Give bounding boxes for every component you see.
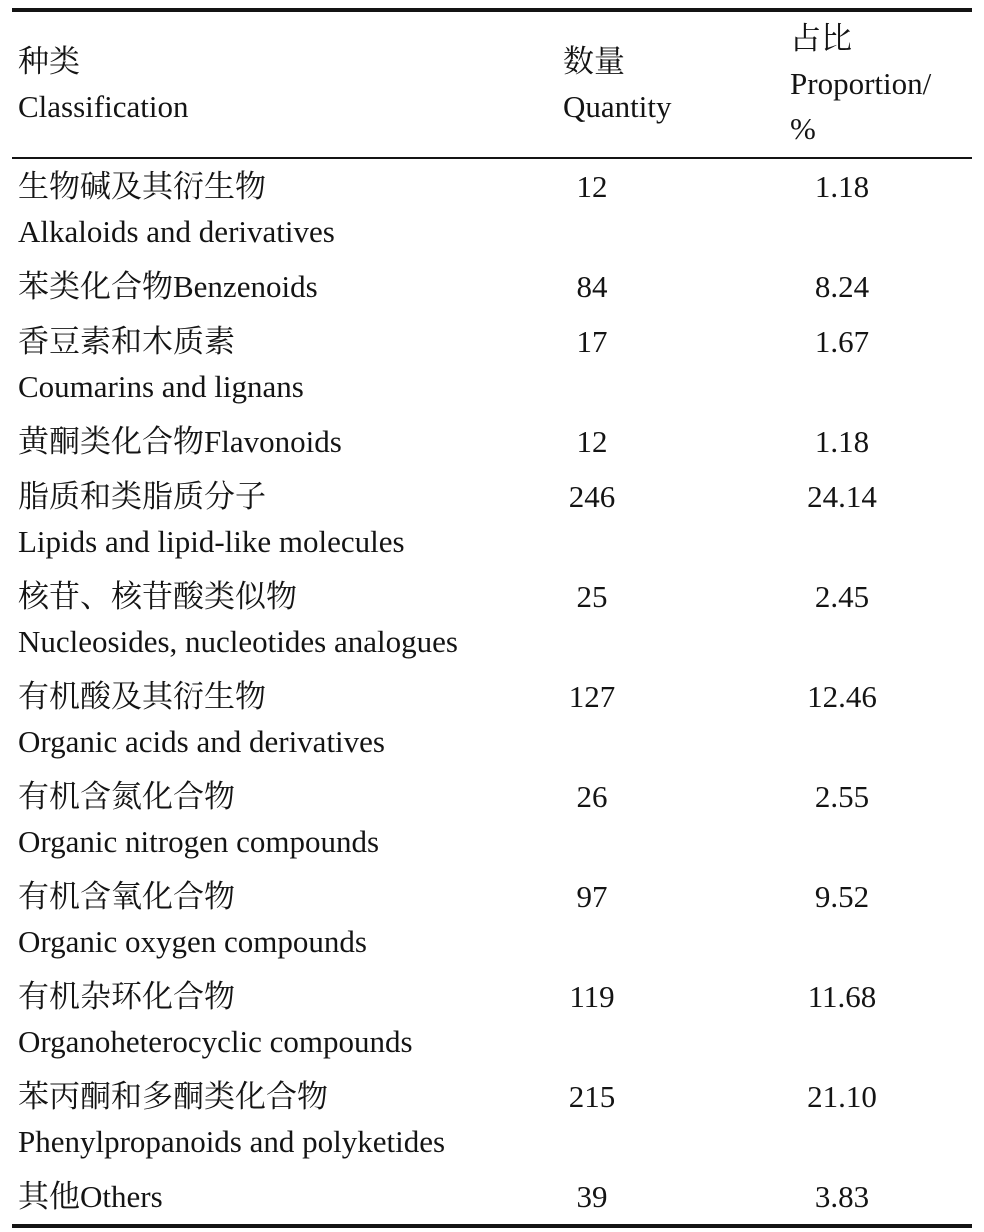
col-header-proportion-en: Proportion/	[790, 66, 932, 101]
row-proportion: 1.18	[814, 169, 870, 204]
row-name-line1: 生物碱及其衍生物	[18, 169, 266, 204]
row-name-line1: 有机杂环化合物	[18, 979, 235, 1014]
table-row	[12, 259, 972, 314]
row-proportion: 12.46	[807, 679, 877, 714]
table-row	[12, 569, 972, 669]
row-classification	[12, 569, 472, 669]
row-quantity: 12	[576, 424, 608, 459]
row-name-line2: Alkaloids and derivatives	[18, 214, 335, 249]
row-name-line1: 核苷、核苷酸类似物	[18, 579, 297, 614]
row-classification	[12, 769, 472, 869]
col-header-proportion-unit: %	[790, 111, 816, 146]
row-classification	[12, 259, 472, 314]
row-name-line1: 有机含氮化合物	[18, 779, 235, 814]
row-classification	[12, 469, 472, 569]
row-quantity: 97	[576, 879, 608, 914]
table-row	[12, 158, 972, 259]
row-quantity: 215	[568, 1079, 616, 1114]
row-name-line2: Phenylpropanoids and polyketides	[18, 1124, 446, 1159]
row-name-line1: 有机酸及其衍生物	[18, 679, 266, 714]
table-row	[12, 669, 972, 769]
table-row	[12, 1069, 972, 1169]
row-classification	[12, 969, 472, 1069]
row-proportion: 2.55	[814, 779, 870, 814]
row-quantity: 26	[576, 779, 608, 814]
row-name-line1: 有机含氧化合物	[18, 879, 235, 914]
row-name-line2: Nucleosides, nucleotides analogues	[18, 624, 458, 659]
row-name-line1: 脂质和类脂质分子	[18, 479, 266, 514]
row-name-line1: 黄酮类化合物Flavonoids	[18, 424, 342, 459]
row-quantity: 127	[568, 679, 616, 714]
row-classification	[12, 869, 472, 969]
row-name-line2: Organoheterocyclic compounds	[18, 1024, 413, 1059]
row-quantity: 119	[569, 979, 615, 1014]
row-proportion: 2.45	[814, 579, 870, 614]
col-header-proportion-zh: 占比	[790, 21, 852, 56]
row-name-line1: 香豆素和木质素	[18, 324, 235, 359]
col-header-classification	[12, 10, 472, 158]
table-row	[12, 969, 972, 1069]
row-proportion: 8.24	[814, 269, 870, 304]
row-name-line2: Coumarins and lignans	[18, 369, 304, 404]
col-header-classification-zh: 种类	[18, 43, 80, 79]
table-row	[12, 769, 972, 869]
row-classification	[12, 158, 472, 259]
row-quantity: 84	[576, 269, 608, 304]
row-quantity: 39	[576, 1179, 608, 1214]
row-classification	[12, 314, 472, 414]
table-row	[12, 869, 972, 969]
row-proportion: 11.68	[807, 979, 877, 1014]
col-header-quantity	[472, 10, 712, 158]
row-name-line2: Organic nitrogen compounds	[18, 824, 380, 859]
table-row	[12, 314, 972, 414]
row-proportion: 3.83	[814, 1179, 870, 1214]
col-header-quantity-zh: 数量	[563, 43, 625, 79]
row-quantity: 12	[576, 169, 608, 204]
row-quantity: 17	[576, 324, 608, 359]
row-proportion: 24.14	[807, 479, 877, 514]
row-name-line2: Organic acids and derivatives	[18, 724, 385, 759]
row-name-line1: 苯类化合物Benzenoids	[18, 269, 318, 304]
col-header-proportion	[712, 10, 972, 158]
col-header-classification-en: Classification	[18, 88, 189, 124]
row-proportion: 9.52	[814, 879, 870, 914]
row-classification	[12, 1069, 472, 1169]
row-classification	[12, 1169, 472, 1226]
row-classification	[12, 414, 472, 469]
row-name-line2: Lipids and lipid-like molecules	[18, 524, 405, 559]
table-header	[12, 10, 972, 158]
table-row	[12, 469, 972, 569]
header-row	[12, 10, 972, 158]
row-name-line2: Organic oxygen compounds	[18, 924, 367, 959]
classification-table	[12, 8, 972, 1228]
row-classification	[12, 669, 472, 769]
table-row	[12, 414, 972, 469]
row-proportion: 1.67	[814, 324, 870, 359]
row-quantity: 25	[576, 579, 608, 614]
row-name-line1: 苯丙酮和多酮类化合物	[18, 1079, 328, 1114]
row-proportion: 21.10	[807, 1079, 877, 1114]
table-row	[12, 1169, 972, 1226]
col-header-quantity-en: Quantity	[563, 88, 672, 124]
row-name-line1: 其他Others	[18, 1179, 163, 1214]
row-proportion: 1.18	[814, 424, 870, 459]
row-quantity: 246	[568, 479, 616, 514]
table-body	[12, 158, 972, 1226]
